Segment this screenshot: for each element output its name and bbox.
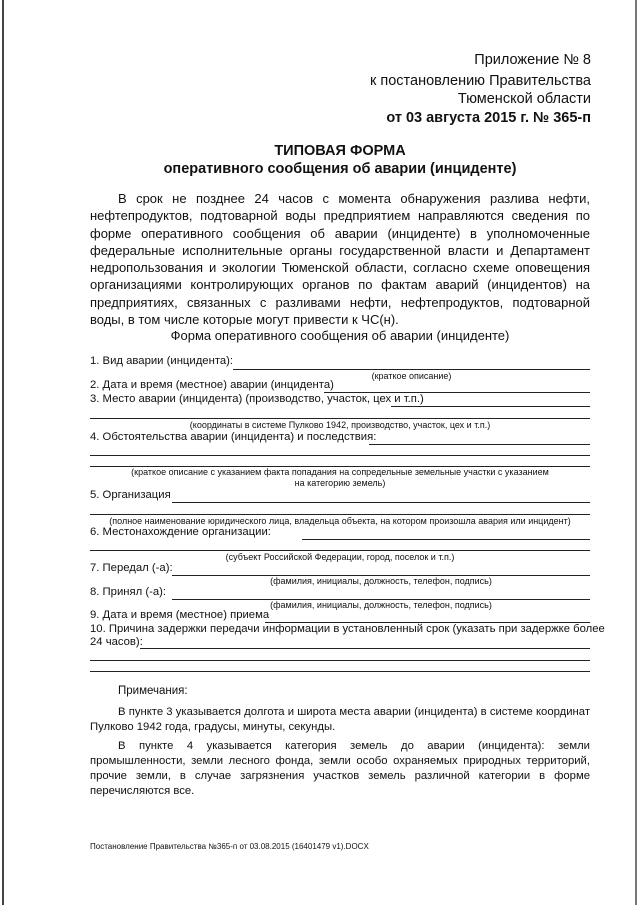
document-title: ТИПОВАЯ ФОРМА <box>274 143 406 159</box>
appendix-region: Тюменской области <box>457 91 591 107</box>
intro-paragraph: В срок не позднее 24 часов с момента обнаружения разлива нефти, нефтепродуктов, подтоварной воды предприятием направляются сведения по форме оперативного сообщения об аварии (инциденте) в уполномоченные федеральные исполнительные органы государственной власти и Департамент недропользования и экологии Тюменской области, согласно схеме оповещения организациями контролирующих органов по фактам аварий (инцидентов) на предприятиях, связанных с разливами нефти, нефтепродуктов, подтоварной воды, в том числе которые могут привести к ЧС(н). <box>90 191 590 328</box>
field-5-line-2[interactable] <box>90 514 590 515</box>
field-5-label: 5. Организация <box>90 489 171 501</box>
field-7-caption: (фамилия, инициалы, должность, телефон, подпись) <box>270 576 492 586</box>
field-10-line-2[interactable] <box>90 660 590 661</box>
note-2: В пункте 4 указывается категория земель до аварии (инцидента): земли промышленности, земли лесного фонда, земли особо охраняемых природных территорий, прочие земли, в случае загрязнения участков земель различной категории в форме перечисляются все. <box>90 740 590 797</box>
field-1-line[interactable] <box>233 369 590 370</box>
field-4-line[interactable] <box>369 444 590 445</box>
page-border-left <box>2 0 4 905</box>
field-4-caption-2: на категорию земель) <box>294 478 386 488</box>
field-6-line[interactable] <box>302 539 590 540</box>
note-1: В пункте 3 указывается долгота и широта места аварии (инцидента) в системе координат Пулково 1942 года, градусы, минуты, секунды. <box>90 706 590 733</box>
field-8-label: 8. Принял (-а): <box>90 586 167 598</box>
appendix-resolution: к постановлению Правительства <box>370 73 591 89</box>
appendix-date: от 03 августа 2015 г. № 365-п <box>386 110 591 126</box>
field-4-caption-1: (краткое описание с указанием факта попадания на сопредельные земельные участки с указанием <box>131 467 549 477</box>
field-3-line-2[interactable] <box>90 418 590 419</box>
form-title: Форма оперативного сообщения об аварии (инциденте) <box>170 328 510 343</box>
field-3-caption: (координаты в системе Пулково 1942, производство, участок, цех и т.п.) <box>189 420 491 430</box>
page-border-right <box>635 0 637 905</box>
field-7-label: 7. Передал (-а): <box>90 562 173 574</box>
document-footer: Постановление Правительства №365-п от 03.08.2015 (16401479 v1).DOCX <box>90 842 369 851</box>
field-1-label: 1. Вид аварии (инцидента): <box>90 355 234 367</box>
field-10-label: 10. Причина задержки передачи информации в установленный срок (указать при задержке более <box>90 623 605 635</box>
field-3-line[interactable] <box>391 406 590 407</box>
document-subtitle: оперативного сообщения об аварии (инциденте) <box>163 161 517 177</box>
field-6-caption: (субъект Российской Федерации, город, поселок и т.п.) <box>225 552 455 562</box>
field-3-label: 3. Место аварии (инцидента) (производство, участок, цех и т.п.) <box>90 393 424 405</box>
field-5-line[interactable] <box>172 502 590 503</box>
appendix-number: Приложение № 8 <box>474 52 591 68</box>
field-4-label: 4. Обстоятельства аварии (инцидента) и последствия: <box>90 431 377 443</box>
field-8-caption: (фамилия, инициалы, должность, телефон, подпись) <box>270 600 492 610</box>
field-9-label: 9. Дата и время (местное) приема <box>90 609 270 621</box>
field-10-label-cont: 24 часов): <box>90 636 143 648</box>
field-4-line-2[interactable] <box>90 455 590 456</box>
field-10-line[interactable] <box>140 648 590 649</box>
field-10-line-3[interactable] <box>90 671 590 672</box>
notes-title: Примечания: <box>118 685 188 697</box>
field-2-label: 2. Дата и время (местное) аварии (инцидента) <box>90 379 334 391</box>
field-5-caption: (полное наименование юридического лица, владельца объекта, на котором произошла авария или инцидент) <box>109 516 571 526</box>
field-1-caption: (краткое описание) <box>371 371 452 381</box>
field-6-label: 6. Местонахождение организации: <box>90 526 271 538</box>
field-6-line-2[interactable] <box>90 550 590 551</box>
